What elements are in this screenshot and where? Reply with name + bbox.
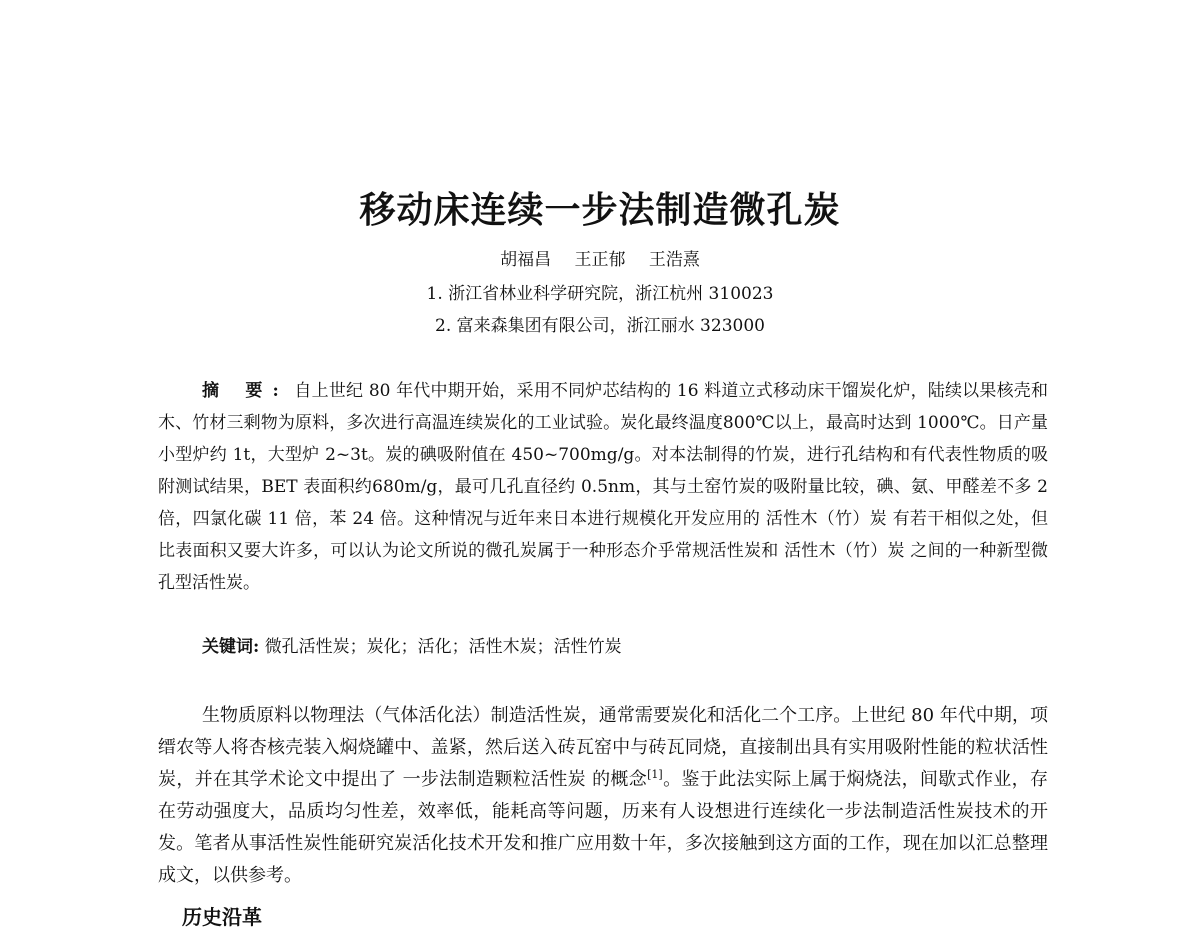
body-paragraph — [158, 700, 1048, 892]
paper-title: 移动床连续一步法制造微孔炭 — [359, 189, 841, 231]
affiliation-1: 1. 浙江省林业科学研究院，浙江杭州 310023 — [426, 284, 774, 304]
affiliation-2: 2. 富来森集团有限公司，浙江丽水 323000 — [435, 316, 765, 336]
abstract-text: 自上世纪 80 年代中期开始，采用不同炉芯结构的 16 料道立式移动床干馏炭化炉，陆续以果核壳和木、竹材三剩物为原料，多次进行高温连续炭化的工业试验。炭化最终温度800℃以上，最高时达到 1000℃。日产量小型炉约 1t，大型炉 2~3t。炭的碘吸附值在 450~700mg/g。对本法制得的竹炭，进行孔结构和有代表性物质的吸附测试结果，BET 表面积约680m/g，最可几孔直径约 0.5nm，其与土窑竹炭的吸附量比较，碘、氨、甲醛差不多 2 倍，四氯化碳 11 倍，苯 24 倍。这种情况与近年来日本进行规模化开发应用的 活性木（竹）炭 有若干相似之处，但比表面积又要大许多，可以认为论文所说的微孔炭属于一种形态介乎常规活性炭和 活性木（竹）炭 之间的一种新型微孔型活性炭。 — [158, 381, 1048, 593]
keywords-text: 微孔活性炭；炭化；活化；活性木炭；活性竹炭 — [264, 637, 622, 657]
abstract — [158, 375, 1048, 599]
body-text-part-2: 。鉴于此法实际上属于焖烧法，间歇式作业，存在劳动强度大，品质均匀性差，效率低，能耗高等问题，历来有人设想进行连续化一步法制造活性炭技术的开发。笔者从事活性炭性能研究炭活化技术开发和推广应用数十年，多次接触到这方面的工作，现在加以汇总整理成文，以供参考。 — [158, 769, 1048, 886]
author-list: 胡福昌 王正郁 王浩熹 — [500, 250, 700, 270]
keywords — [202, 631, 622, 663]
citation-ref[interactable]: [1] — [647, 768, 663, 781]
keywords-label: 关键词: — [202, 637, 260, 657]
abstract-label: 摘 要: — [202, 381, 289, 401]
body-text-part-1: 生物质原料以物理法（气体活化法）制造活性炭，通常需要炭化和活化二个工序。上世纪 80 年代中期，项缙农等人将杏核壳装入焖烧罐中、盖紧，然后送入砖瓦窑中与砖瓦同烧，直接制出具有实用吸附性能的粒状活性炭，并在其学术论文中提出了 一步法制造颗粒活性炭 的概念 — [158, 705, 1048, 790]
section-heading: 历史沿革 — [182, 905, 262, 929]
